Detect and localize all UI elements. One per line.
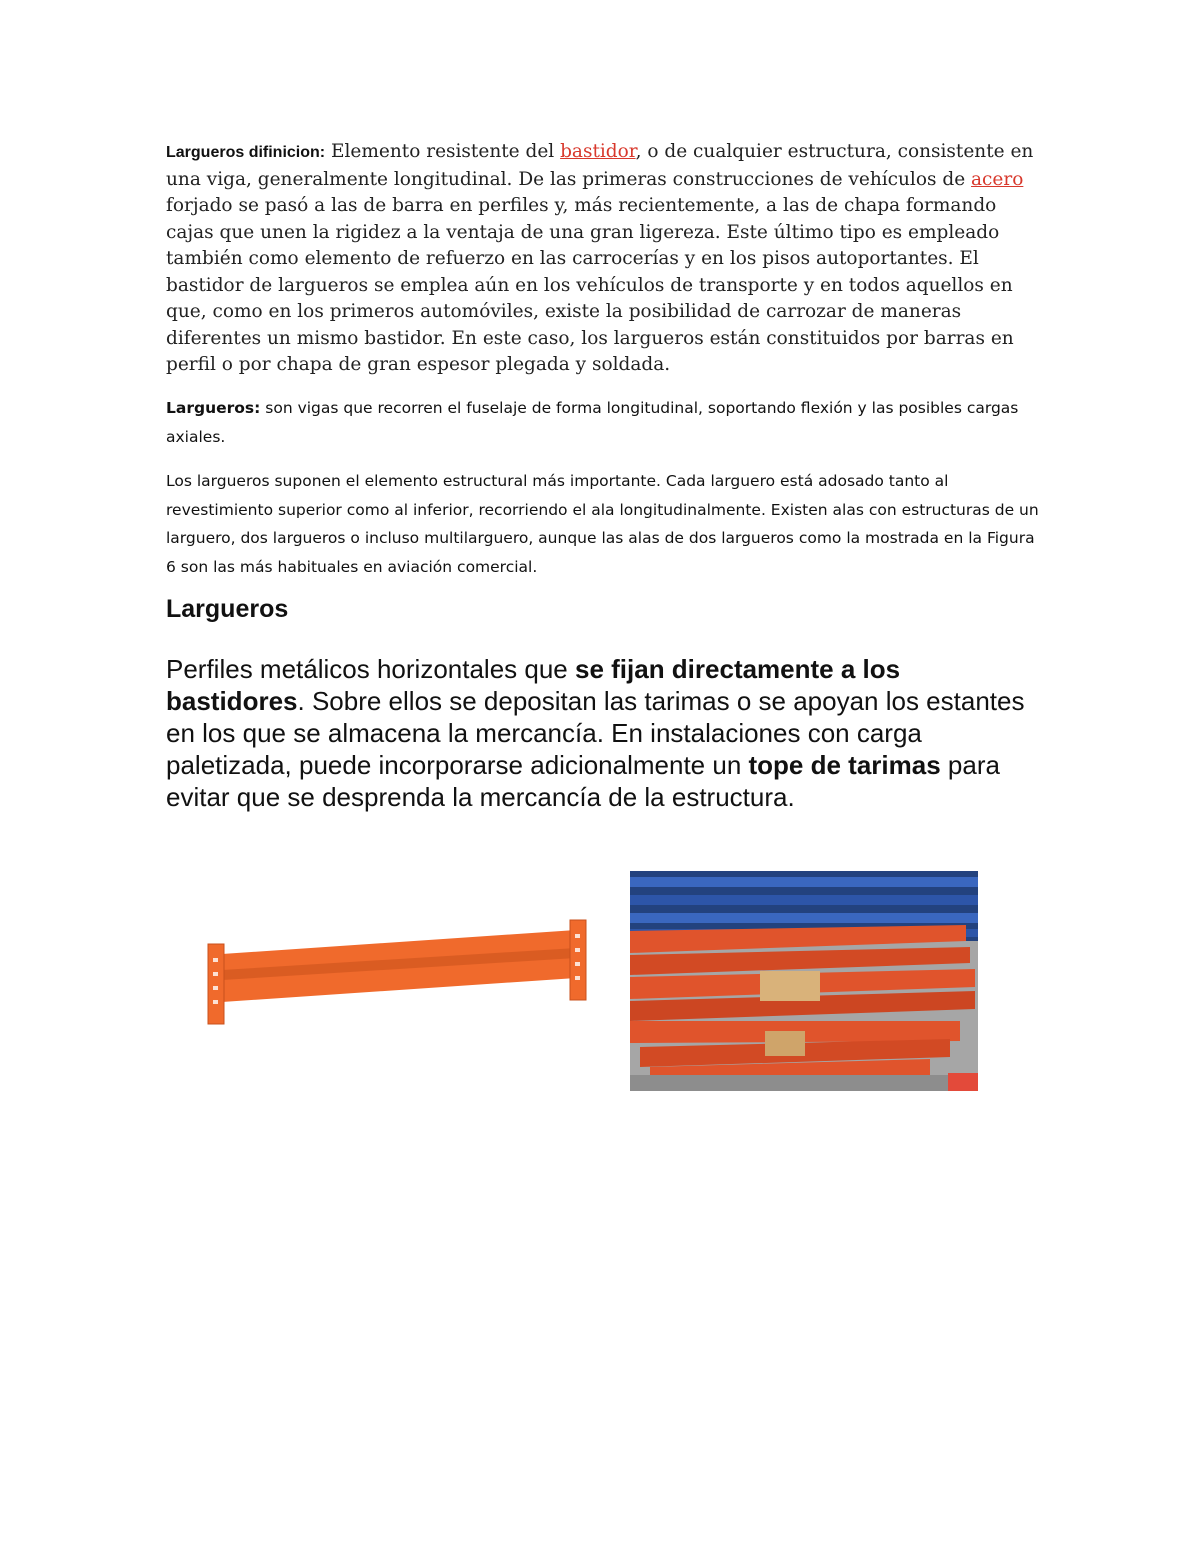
- section-text-2: . Sobre ellos se depositan las tarimas o se apoyan los estantes en los que se almacena la mercancía. En instalaciones con carga paletizada, puede incorporarse adicionalmente un: [166, 686, 1025, 780]
- definition-paragraph: [166, 139, 1046, 379]
- aviation-lead: Largueros:: [166, 399, 261, 417]
- section-heading: Largueros: [166, 595, 289, 623]
- definition-text-1: Elemento resistente del: [325, 141, 561, 162]
- beam-end-right: [570, 920, 586, 1000]
- section-bold-2: tope de tarimas: [748, 750, 941, 780]
- definition-lead: Largueros difinicion:: [166, 144, 326, 161]
- aviation-text: son vigas que recorren el fuselaje de forma longitudinal, soportando flexión y las posibles cargas axiales.: [166, 399, 1019, 446]
- beam-image: [200, 910, 600, 1040]
- link-acero[interactable]: acero: [971, 168, 1024, 190]
- beam-end-left: [208, 944, 224, 1024]
- aviation-detail-paragraph: Los largueros suponen el elemento estructural más importante. Cada larguero está adosado tanto al revestimiento superior como al inferior, recorriendo el ala longitudinalmente. Existen alas con estructuras de un larguero, dos largueros o incluso multilarguero, aunque las alas de dos largueros como la mostrada en la Figura 6 son las más habituales en aviación comercial.: [166, 472, 1039, 576]
- section-paragraph: [166, 653, 1046, 813]
- section-text-1: Perfiles metálicos horizontales que: [166, 654, 575, 684]
- section-bold-1: se fijan directamente a los bastidores: [166, 654, 901, 716]
- definition-text-3: forjado se pasó a las de barra en perfiles y, más recientemente, a las de chapa formando cajas que unen la rigidez a la ventaja de una gran ligereza. Este último tipo es empleado también como elemento de refuerzo en las carrocerías y en los pisos autoportantes. El bastidor de largueros se emplea aún en los vehículos de transporte y en todos aquellos en que, como en los primeros automóviles, existe la posibilidad de carrozar de maneras diferentes un mismo bastidor. En este caso, los largueros están constituidos por barras en perfil o por chapa de gran espesor plegada y soldada.: [166, 195, 1014, 375]
- aviation-paragraph: [166, 394, 1046, 451]
- link-bastidor[interactable]: bastidor: [560, 141, 636, 162]
- definition-text-2: , o de cualquier estructura, consistente en una viga, generalmente longitudinal. De las primeras construcciones de vehículos de: [166, 141, 1034, 190]
- beam-stack-photo: [630, 871, 978, 1091]
- section-text-3: para evitar que se desprenda la mercancía de la estructura.: [166, 750, 1000, 812]
